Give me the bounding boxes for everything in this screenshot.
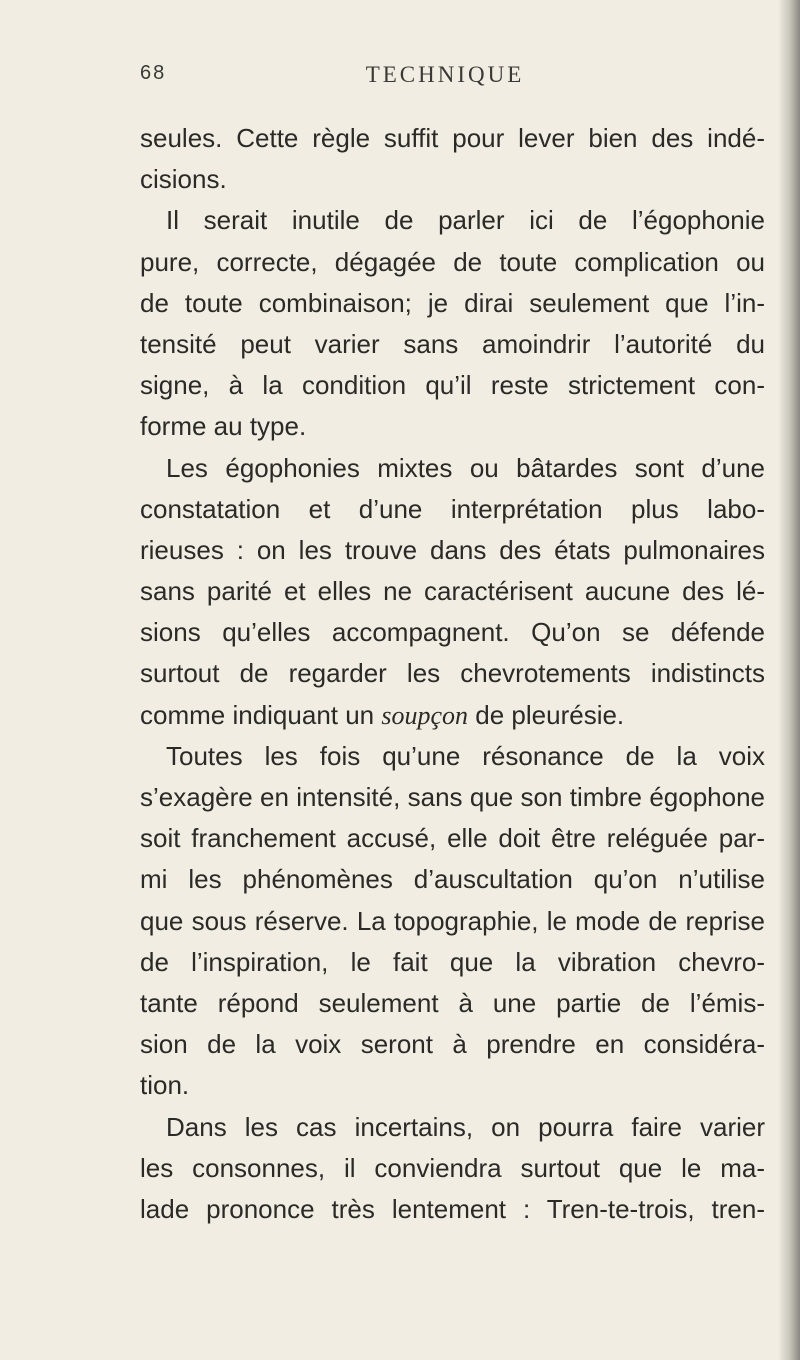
running-head: TECHNIQUE xyxy=(365,62,525,87)
text-line: sions qu’elles accompagnent. Qu’on se défende xyxy=(140,617,765,648)
text-line: surtout de regarder les chevrotements indistincts xyxy=(140,658,765,689)
text-line: constatation et d’une interprétation plus labo- xyxy=(140,493,765,524)
paragraph-start-line: Dans les cas incertains, on pourra faire varier xyxy=(166,1111,765,1142)
text-line: tante répond seulement à une partie de l’émis- xyxy=(140,987,765,1018)
text-line: cisions. xyxy=(140,164,227,195)
text-segment: comme indiquant un xyxy=(140,699,375,730)
page-number: 68 xyxy=(140,62,167,84)
text-line: les consonnes, il conviendra surtout que le ma- xyxy=(140,1152,765,1183)
body-text xyxy=(140,118,765,1230)
text-line: seules. Cette règle suffit pour lever bien des indé- xyxy=(140,123,765,153)
text-line: forme au type. xyxy=(140,411,307,442)
text-line: sion de la voix seront à prendre en considéra- xyxy=(140,1029,765,1060)
page-edge-shadow xyxy=(778,0,800,1360)
text-line: pure, correcte, dégagée de toute complication ou xyxy=(140,246,765,277)
text-line: signe, à la condition qu’il reste strictement con- xyxy=(140,370,765,401)
text-segment: de pleurésie. xyxy=(475,699,625,730)
text-line: mi les phénomènes d’auscultation qu’on n’utilise xyxy=(140,864,765,895)
text-line: s’exagère en intensité, sans que son timbre égophone xyxy=(140,782,765,812)
paragraph-start-line: Les égophonies mixtes ou bâtardes sont d’une xyxy=(166,452,765,483)
text-line: que sous réserve. La topographie, le mode de reprise xyxy=(140,905,765,936)
text-line: tensité peut varier sans amoindrir l’autorité du xyxy=(140,328,765,359)
text-line: soit franchement accusé, elle doit être reléguée par- xyxy=(140,823,765,854)
italic-word: soupçon xyxy=(381,700,469,730)
text-line: tion. xyxy=(140,1070,190,1101)
text-line: sans parité et elles ne caractérisent aucune des lé- xyxy=(140,576,765,607)
text-line: rieuses : on les trouve dans des états pulmonaires xyxy=(140,534,765,565)
text-line: de l’inspiration, le fait que la vibration chevro- xyxy=(140,946,765,977)
text-line: de toute combinaison; je dirai seulement que l’in- xyxy=(140,287,765,318)
text-line xyxy=(140,695,765,736)
page-header xyxy=(140,62,750,92)
paragraph-start-line: Il serait inutile de parler ici de l’égophonie xyxy=(166,205,765,236)
text-line: lade prononce très lentement : Tren-te-trois, tren- xyxy=(140,1193,765,1224)
paragraph-start-line: Toutes les fois qu’une résonance de la voix xyxy=(166,740,765,771)
